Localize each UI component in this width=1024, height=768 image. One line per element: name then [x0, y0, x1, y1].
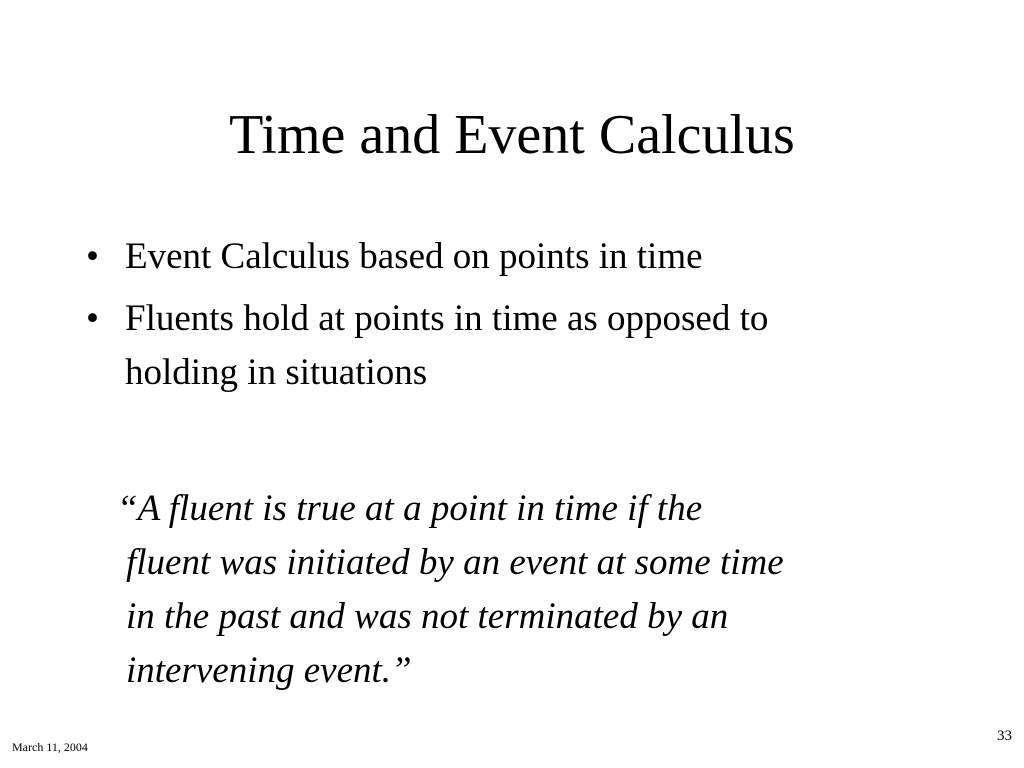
bullet-text-line: holding in situations [125, 352, 428, 393]
slide-title: Time and Event Calculus [229, 104, 795, 166]
bullet-icon: • [86, 298, 99, 339]
bullet-icon: • [86, 236, 99, 277]
bullet-text-line: Fluents hold at points in time as opposed to [125, 298, 769, 339]
bullet-item-event-calculus [86, 230, 946, 284]
bullet-item-fluents [86, 292, 946, 400]
fluent-definition-quote [117, 482, 957, 698]
quote-line: in the past and was not terminated by an [126, 596, 729, 637]
quote-line: “A fluent is true at a point in time if the [117, 488, 703, 529]
quote-line: fluent was initiated by an event at some time [126, 542, 784, 583]
footer-date: March 11, 2004 [12, 740, 88, 754]
quote-line: intervening event.” [126, 650, 412, 691]
bullet-text: Event Calculus based on points in time [125, 236, 703, 277]
bullet-list [86, 230, 946, 408]
page-number: 33 [997, 728, 1012, 744]
